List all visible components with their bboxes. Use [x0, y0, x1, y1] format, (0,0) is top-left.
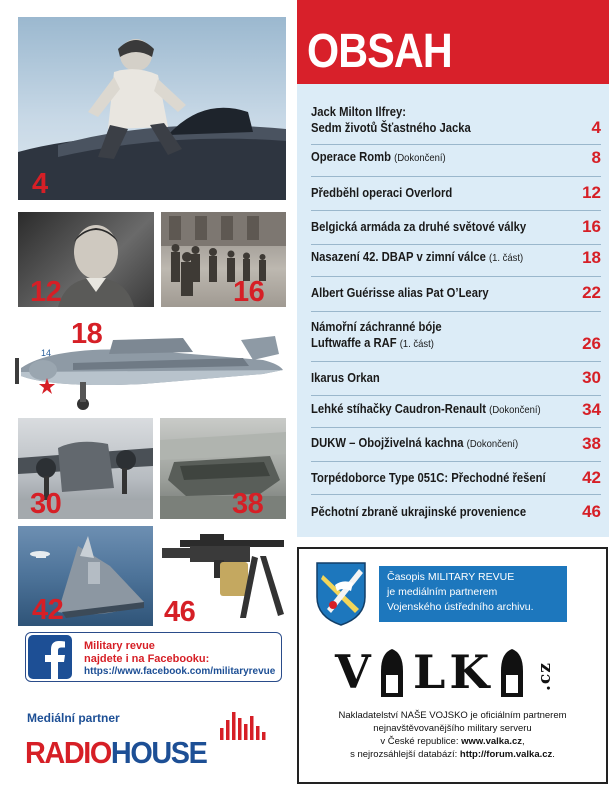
photo-page-number: 38 — [232, 488, 264, 519]
toc-item[interactable] — [311, 285, 601, 301]
photo-destroyer — [18, 526, 153, 626]
toc-item[interactable] — [311, 219, 601, 235]
photo-page-number: 46 — [164, 596, 196, 626]
photo-aircraft — [18, 418, 153, 519]
facebook-subtitle: najdete i na Facebooku: — [84, 653, 210, 665]
toc-item-title: Luftwaffe a RAF — [311, 336, 397, 350]
valka-text-line: Nakladatelství NAŠE VOJSKO je oficiálním partnerem — [338, 710, 567, 721]
toc-item-title: Lehké stíhačky Caudron-Renault — [311, 402, 487, 416]
toc-item-title: Sedm životů Šťastného Jacka — [311, 121, 471, 135]
toc-item-title: Jack Milton Ilfrey: — [311, 105, 407, 119]
toc-page-number: 34 — [582, 400, 601, 419]
toc-item[interactable] — [311, 250, 601, 266]
pilot-illustration — [18, 17, 286, 200]
toc-page-number: 42 — [582, 468, 601, 487]
valka-logo-lk: LK — [413, 645, 494, 699]
toc-item-title: Belgická armáda za druhé světové války — [311, 220, 527, 234]
photo-bomber — [13, 318, 286, 413]
archive-partner-note — [379, 566, 567, 622]
photo-page-number: 30 — [30, 488, 62, 519]
toc-divider — [311, 144, 601, 145]
photo-dukw — [160, 418, 286, 519]
soldiers-illustration — [161, 212, 286, 307]
bomber-illustration — [13, 318, 286, 413]
toc-page-number: 16 — [582, 217, 601, 236]
archive-shield-icon — [315, 561, 367, 627]
toc-divider — [311, 427, 601, 428]
toc-item[interactable] — [311, 370, 601, 386]
photo-page-number: 4 — [32, 168, 48, 200]
archive-note-line: Časopis MILITARY REVUE — [387, 571, 515, 583]
toc-item-title: Pěchotní zbraně ukrajinské provenience — [311, 505, 527, 519]
toc-item-note: (Dokončení) — [394, 152, 446, 164]
photo-page-number: 16 — [233, 276, 265, 307]
media-partner-label: Mediální partner — [27, 711, 120, 725]
toc-page-number: 46 — [582, 502, 601, 521]
toc-divider — [311, 210, 601, 211]
toc-page-number: 26 — [582, 334, 601, 353]
valka-logo-v: V — [335, 645, 372, 699]
toc-page-number: 38 — [582, 434, 601, 453]
toc-divider — [311, 361, 601, 362]
facebook-promo[interactable] — [25, 632, 282, 682]
toc-divider — [311, 494, 601, 495]
bullet-icon — [497, 649, 527, 697]
photo-page-number: 42 — [32, 594, 64, 626]
toc-page-number: 30 — [582, 368, 601, 387]
toc-item-title: Albert Guérisse alias Pat O’Leary — [311, 286, 489, 300]
valka-partner-box — [297, 547, 608, 784]
toc-page-number: 8 — [591, 148, 601, 167]
toc-item[interactable] — [311, 150, 601, 166]
toc-item[interactable] — [311, 185, 601, 201]
toc-page-number: 4 — [591, 118, 601, 137]
toc-item[interactable] — [311, 402, 601, 418]
valka-logo-cz: .cz — [535, 662, 555, 691]
toc-item[interactable] — [311, 320, 601, 352]
facebook-link[interactable]: https://www.facebook.com/militaryrevue — [84, 666, 276, 677]
table-of-contents — [297, 84, 609, 537]
toc-divider — [311, 461, 601, 462]
toc-item-title: Předběhl operaci Overlord — [311, 186, 453, 200]
contents-header — [297, 0, 609, 84]
toc-item-title: Torpédoborce Type 051C: Přechodné řešení — [311, 471, 546, 485]
toc-page-number: 12 — [582, 183, 601, 202]
valka-text-line: nejnavštěvovanějšího military serveru — [373, 723, 532, 734]
archive-note-line: Vojenského ústředního archivu. — [387, 601, 534, 613]
photo-portrait — [18, 212, 154, 307]
toc-item[interactable] — [311, 436, 601, 452]
toc-page-number: 18 — [582, 248, 601, 267]
radiohouse-logo[interactable] — [25, 737, 206, 768]
toc-item[interactable] — [311, 470, 601, 486]
valka-website-link[interactable]: www.valka.cz — [461, 736, 523, 747]
valka-forum-link[interactable]: http://forum.valka.cz — [459, 749, 553, 760]
facebook-icon — [28, 635, 72, 679]
valka-text-line: s nejrozsáhlejší databází: http://forum.valka.cz. — [350, 749, 555, 760]
facebook-title: Military revue — [84, 640, 155, 652]
toc-divider — [311, 176, 601, 177]
valka-text-line: v České republice: www.valka.cz, — [380, 736, 525, 747]
toc-page-number: 22 — [582, 283, 601, 302]
toc-item-title: Operace Romb — [311, 150, 392, 164]
archive-note-line: je mediálním partnerem — [387, 586, 498, 598]
photo-page-number: 18 — [71, 318, 103, 350]
toc-item-note: (1. část) — [399, 338, 434, 350]
radiohouse-logo-house: HOUSE — [110, 735, 207, 770]
svg-text:14: 14 — [41, 348, 52, 358]
photo-page-number: 12 — [30, 276, 62, 307]
photo-soldiers — [161, 212, 286, 307]
toc-divider — [311, 276, 601, 277]
valka-logo[interactable] — [335, 641, 575, 703]
bullet-icon — [377, 649, 407, 697]
toc-item-note: (Dokončení) — [489, 404, 541, 416]
radiohouse-soundwave-icon — [220, 710, 268, 744]
toc-item[interactable] — [311, 100, 601, 136]
photo-pilot — [18, 17, 286, 200]
toc-item-note: (1. část) — [489, 252, 524, 264]
toc-divider — [311, 395, 601, 396]
toc-item-title: DUKW – Obojživelná kachna — [311, 436, 464, 450]
photo-machinegun — [160, 526, 286, 626]
toc-divider — [311, 311, 601, 312]
toc-item-title: Nasazení 42. DBAP v zimní válce — [311, 250, 486, 264]
toc-item[interactable] — [311, 504, 601, 520]
toc-divider — [311, 244, 601, 245]
page-title: OBSAH — [307, 25, 452, 78]
toc-item-note: (Dokončení) — [466, 438, 519, 450]
toc-item-title: Ikarus Orkan — [311, 371, 380, 385]
toc-item-title: Námořní záchranné bóje — [311, 320, 442, 334]
radiohouse-logo-radio: RADIO — [25, 735, 111, 770]
dukw-illustration — [160, 418, 286, 519]
